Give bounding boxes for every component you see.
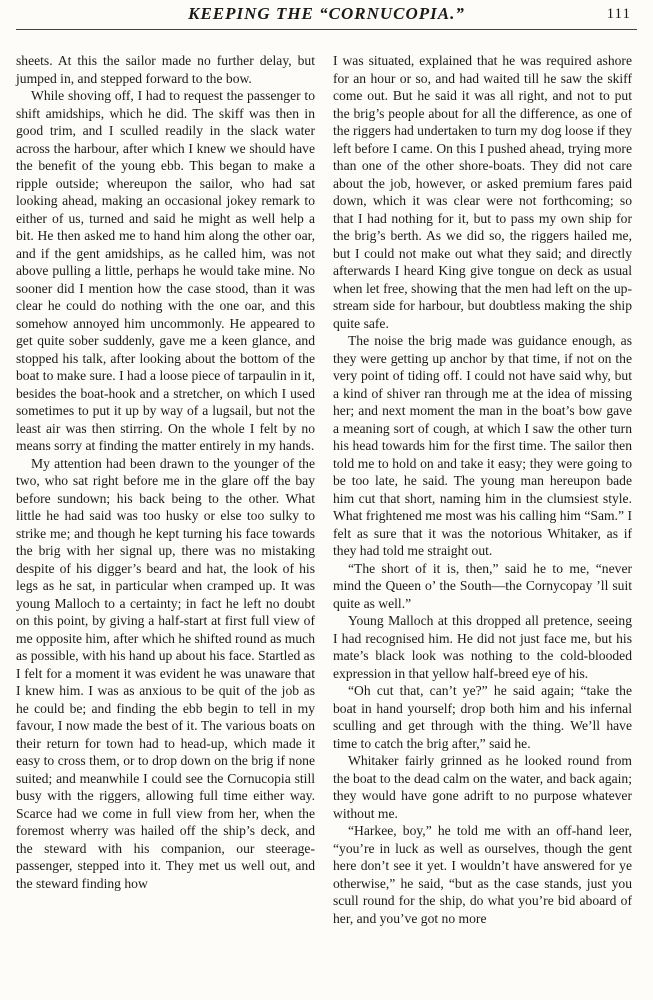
paragraph: I was situated, explained that he was required ashore for an hour or so, and had waited till he saw the skiff come out. But he said it was all right, and not to put the brig’s people about for all the difference, as one of the riggers had undertaken to turn my dog loose if they left before I came. On this I pushed ahead, trying more than one of the other shore-boats. They did not care about the job, however, or asked premium fares paid down, which it was clear were not forthcoming; so that I had nothing for it, but to pass my own ship for the brig’s berth. As we did so, the riggers hailed me, but I could not make out what they said; and directly afterwards I heard King give tongue on deck as usual when let free, showing that the men had left on the up-stream side for harbour, but doubtless making the ship quite safe. [333, 53, 632, 331]
paragraph: “Harkee, boy,” he told me with an off-hand leer, “you’re in luck as well as ourselves, though the gent here don’t see it yet. I wouldn’t have answered for ye otherwise,” he said, “but as the case stands, just you scull round for the ship, do what you’re bid aboard of her, and you’ve got no more [333, 823, 632, 926]
paragraph: My attention had been drawn to the younger of the two, who sat right before me in the glare off the bay before sundown; his back being to the other. What little he had said was too husky or else too sulky to strike me; and though he kept turning his face towards the brig with her signal up, there was no mistaking despite of his digger’s beard and hat, the look of his legs as he sat, in particular when cramped up. It was young Malloch to a certainty; in fact he left no doubt on this point, by giving a half-start at first full view of me opposite him, after which he shifted round as much as possible, with his hand up about his face. Startled as I felt for a moment it was evident he was unaware that I knew him. I was as anxious to be quit of the job as he could be; and finding the ebb begin to tell in my favour, I now made the best of it. The various boats on their return for town had to head-up, which made it easy to cross them, or to drop down on the brig if none suited; and meanwhile I could see the Cornucopia still busy with the riggers, allowing full time either way. Scarce had we come in full view from her, when the foremost wherry was hailed off the ship’s deck, and the steward with his companion, our steerage-passenger, stepped into it. They met us well out, and the steward finding how [16, 455, 316, 891]
paragraph: Whitaker fairly grinned as he looked round from the boat to the dead calm on the water, and back again; they would have gone adrift to no purpose whatever without me. [333, 753, 632, 821]
paragraph: Young Malloch at this dropped all pretence, seeing I had recognised him. He did not just face me, but his mate’s black look was nothing to the cold-blooded expression in that yellow half-breed eye of his. [333, 613, 632, 681]
paragraph: sheets. At this the sailor made no further delay, but jumped in, and stepped forward to the bow. [16, 53, 315, 86]
right-column [333, 52, 632, 927]
paragraph: “Oh cut that, can’t ye?” he said again; “take the boat in hand yourself; drop both him and his infernal sculling and get through with the thing. We’ll have time to catch the brig after,” said he. [333, 683, 632, 751]
left-column [16, 52, 315, 892]
page-number: 111 [606, 6, 631, 22]
paragraph: The noise the brig made was guidance enough, as they were getting up anchor by that time, if not on the very point of tiding off. I could not have said why, but a kind of shiver ran through me at the idea of missing her; and next moment the man in the boat’s bow gave a meaning sort of cough, at which I saw the other turn his head towards him for the first time. The sailor then told me to hold on and take it easy; they were going to be too late, he said. The young man hereupon bade him cut that short, naming him in the clumsiest style. What frightened me most was his calling him “Sam.” I felt as sure that it was the notorious Whitaker, as if they had told me straight out. [333, 333, 632, 558]
paragraph: “The short of it is, then,” said he to me, “never mind the Queen o’ the South—the Cornycopay ’ll suit quite as well.” [333, 560, 632, 611]
running-title: KEEPING THE “CORNUCOPIA.” [188, 4, 465, 23]
page-header [16, 3, 637, 30]
paragraph: While shoving off, I had to request the passenger to shift amidships, which he did. The skiff was then in good trim, and I sculled readily in the slack water across the harbour, after which I knew we should have the benefit of the young ebb. This began to make a ripple outside; whereupon the sailor, who had sat looking ahead, making an occasional jokey remark to either of us, turned and said he might as well help a bit. He then asked me to hand him along the other oar, and if the gent amidships, as he called him, was not above pulling a little, perhaps he would take mine. No sooner did I mention how the case stood, than it was clear he could do nothing with the one oar, and this somehow annoyed him uncommonly. He appeared to get quite sober suddenly, gave me a keen glance, and stopped his talk, after looking about the bottom of the boat to make sure. I had a loose piece of tarpaulin in it, besides the boat-hook and a stretcher, on which I used sometimes to put it up by way of a lugsail, but not the least air was then stirring. On the whole I felt by no means sorry at finding the matter entirely in my hands. [16, 88, 315, 453]
